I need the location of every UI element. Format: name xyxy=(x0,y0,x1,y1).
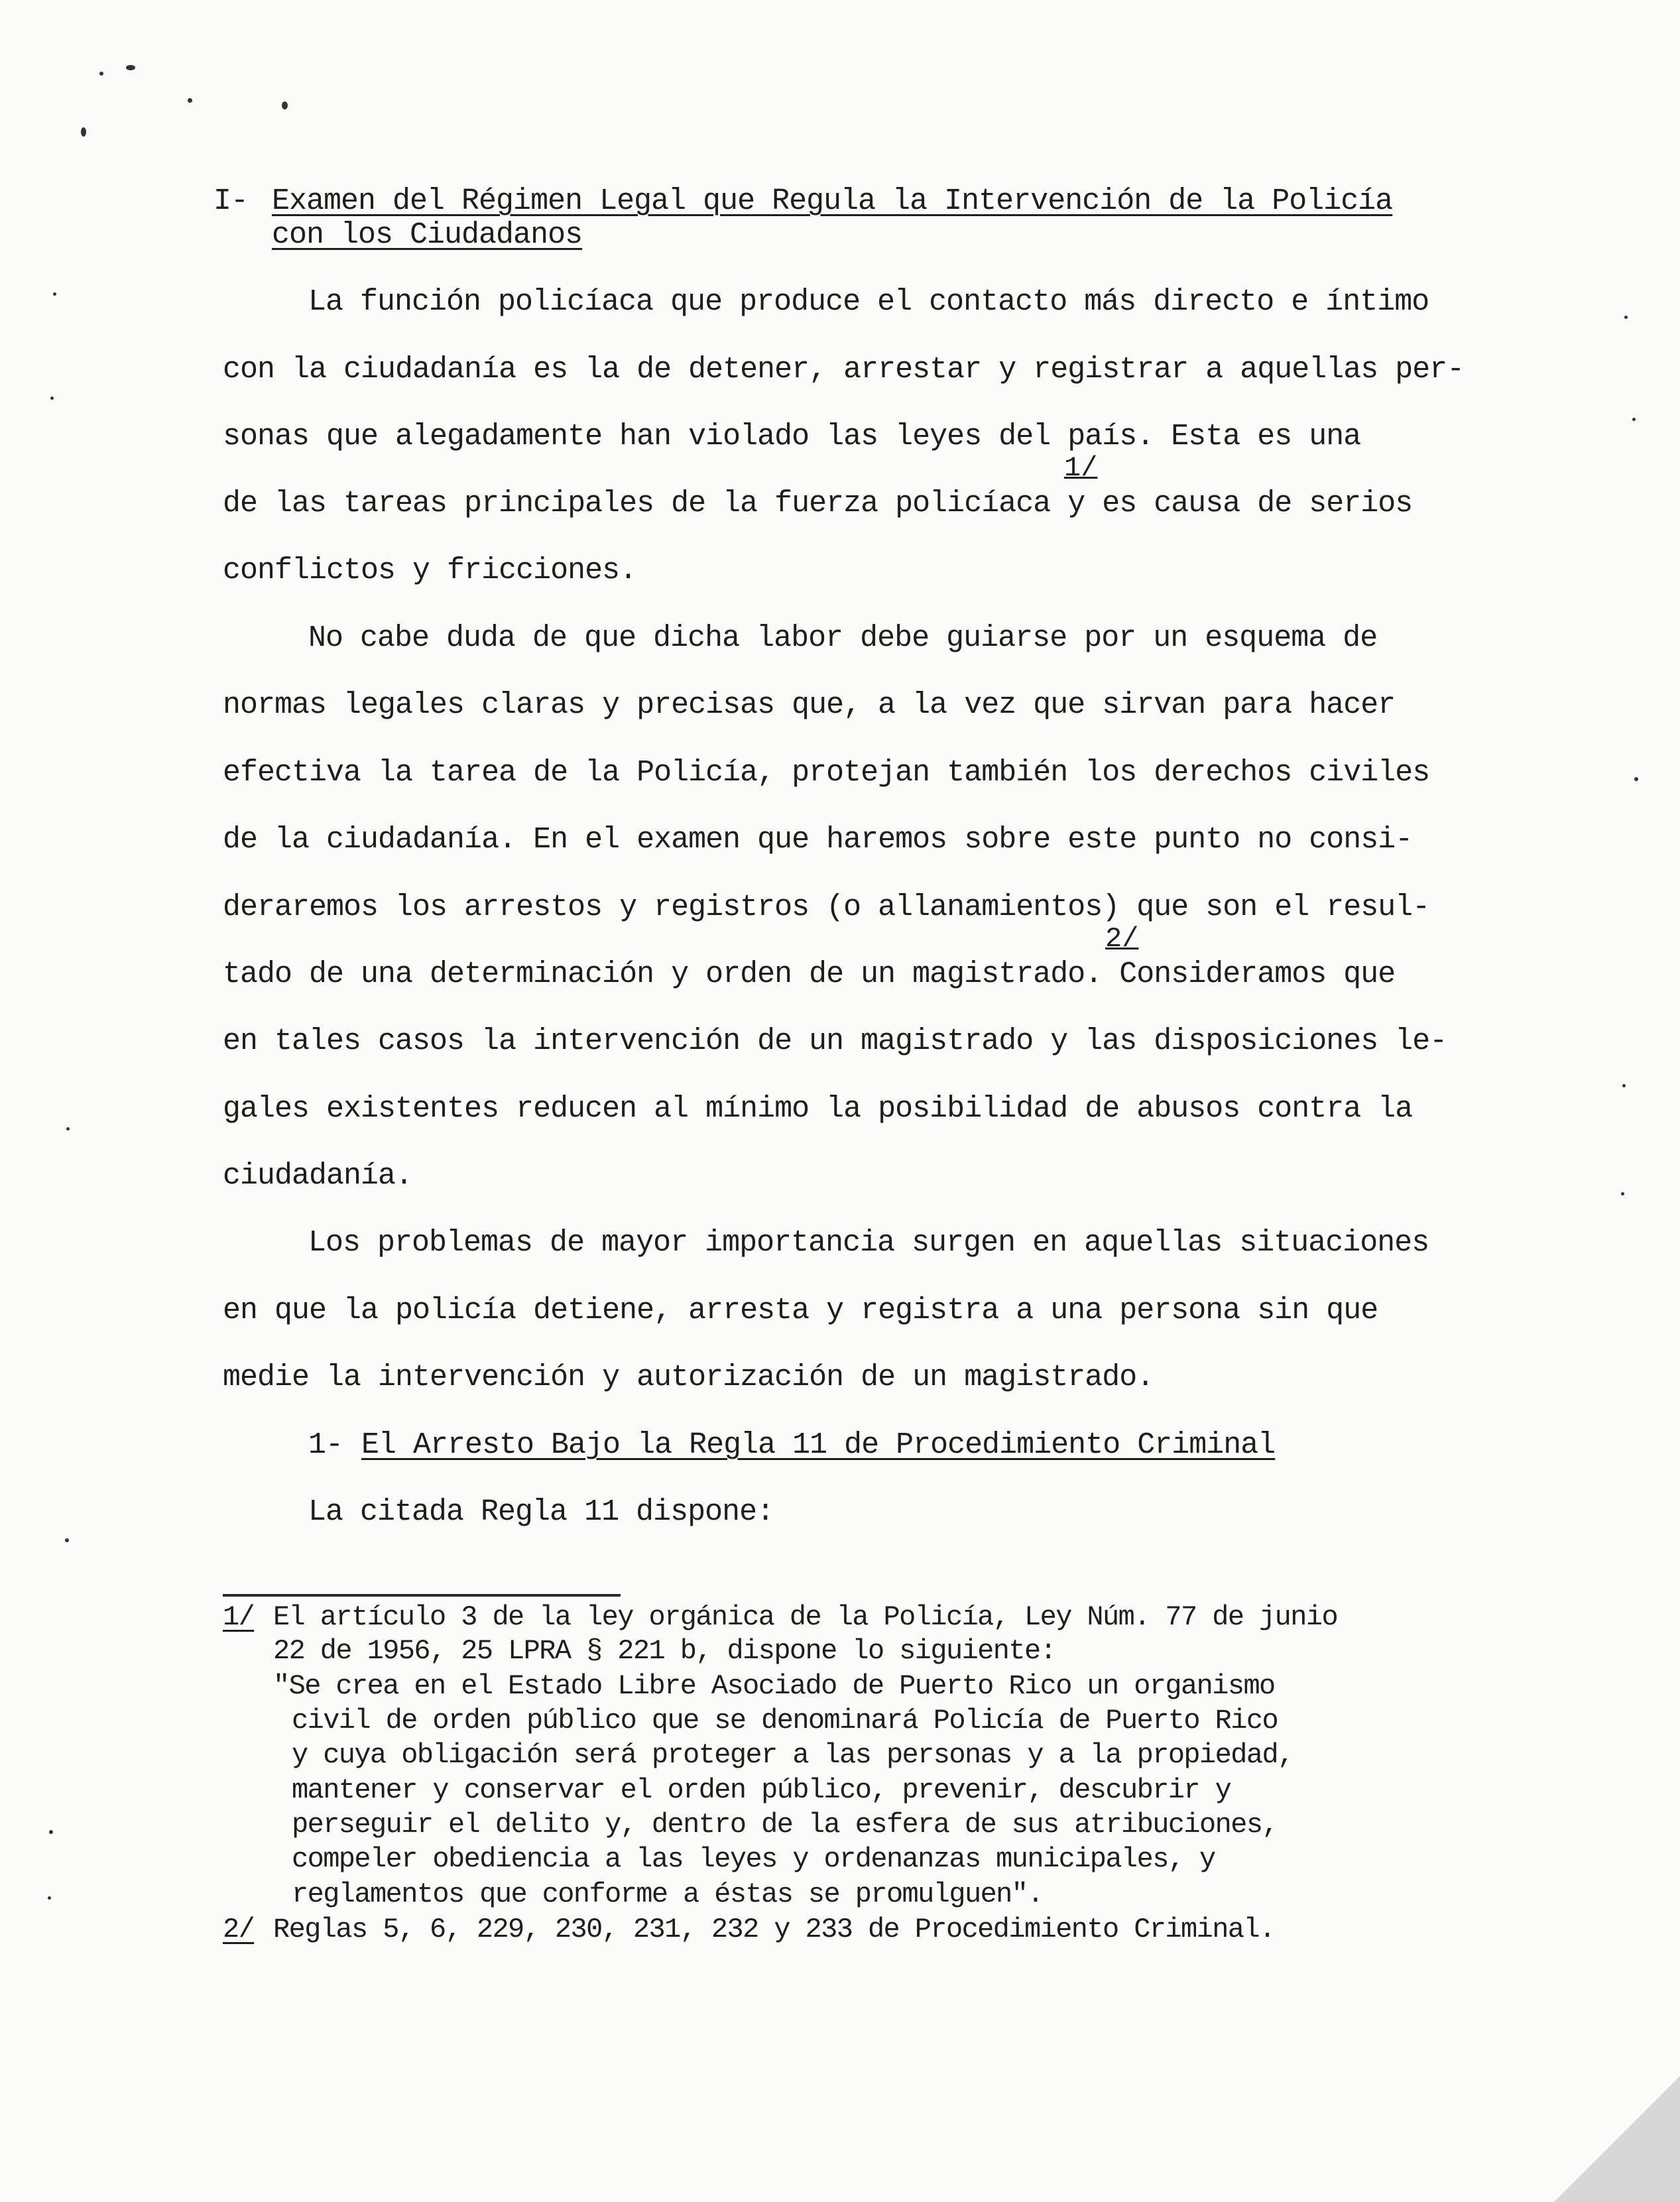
scan-speck xyxy=(126,65,135,70)
scan-speck xyxy=(49,1830,53,1834)
footnote-1-line: El artículo 3 de la ley orgánica de la Policía, Ley Núm. 77 de junio xyxy=(273,1601,1338,1633)
scan-speck xyxy=(1634,777,1638,781)
paragraph-1-line: conflictos y fricciones. xyxy=(223,554,637,587)
scan-speck xyxy=(282,101,288,109)
footnote-ref-1: 1/ xyxy=(1064,452,1098,484)
paragraph-2-line: ciudadanía. xyxy=(223,1159,413,1193)
paragraph-1-line: con la ciudadanía es la de detener, arrestar y registrar a aquellas per- xyxy=(223,353,1465,387)
scan-speck xyxy=(53,292,56,296)
paragraph-2-line: normas legales claras y precisas que, a la vez que sirvan para hacer xyxy=(223,688,1396,722)
footnote-1-line: 22 de 1956, 25 LPRA § 221 b, dispone lo siguiente: xyxy=(273,1635,1056,1667)
scan-speck xyxy=(65,1538,69,1542)
page-corner-fold xyxy=(1554,2076,1680,2202)
subsection-title: El Arresto Bajo la Regla 11 de Procedimiento Criminal xyxy=(361,1428,1276,1462)
paragraph-2-line: tado de una determinación y orden de un magistrado. Consideramos que xyxy=(223,957,1396,991)
paragraph-1-line: La función policíaca que produce el contacto más directo e íntimo xyxy=(308,285,1429,319)
intro-line: La citada Regla 11 dispone: xyxy=(308,1495,774,1529)
scan-speck xyxy=(50,397,54,400)
scan-speck xyxy=(66,1127,70,1131)
paragraph-3-line: medie la intervención y autorización de un magistrado. xyxy=(223,1361,1154,1394)
scan-speck xyxy=(99,72,103,76)
heading-line-2: con los Ciudadanos xyxy=(272,218,583,252)
footnote-2-marker: 2/ xyxy=(223,1914,255,1945)
footnote-1-line: "Se crea en el Estado Libre Asociado de Puerto Rico un organismo xyxy=(273,1670,1275,1702)
footnote-2-line: Reglas 5, 6, 229, 230, 231, 232 y 233 de Procedimiento Criminal. xyxy=(273,1914,1275,1945)
paragraph-3-line: Los problemas de mayor importancia surgen en aquellas situaciones xyxy=(308,1226,1429,1260)
paragraph-2-line: de la ciudadanía. En el examen que haremos sobre este punto no consi- xyxy=(223,823,1413,857)
paragraph-2-line: No cabe duda de que dicha labor debe guiarse por un esquema de xyxy=(308,621,1378,655)
footnote-1-line: reglamentos que conforme a éstas se promulguen". xyxy=(292,1878,1043,1910)
heading-line-1: Examen del Régimen Legal que Regula la Intervención de la Policía xyxy=(272,184,1393,218)
footnote-1-marker: 1/ xyxy=(223,1601,255,1633)
heading-number: I- xyxy=(213,184,249,218)
paragraph-1-line: de las tareas principales de la fuerza policíaca y es causa de serios xyxy=(223,487,1413,520)
scan-speck xyxy=(188,98,192,103)
paragraph-2-line: en tales casos la intervención de un magistrado y las disposiciones le- xyxy=(223,1024,1447,1058)
scan-speck xyxy=(1624,316,1628,319)
scan-speck xyxy=(48,1896,51,1900)
footnote-separator xyxy=(223,1594,621,1597)
scan-speck xyxy=(1621,1192,1624,1195)
scan-speck xyxy=(1622,1084,1626,1087)
scan-speck xyxy=(81,127,86,137)
footnote-1-line: mantener y conservar el orden público, prevenir, descubrir y xyxy=(292,1774,1231,1806)
footnote-1-line: perseguir el delito y, dentro de la esfera de sus atribuciones, xyxy=(292,1809,1278,1841)
paragraph-1-line: sonas que alegadamente han violado las leyes del país. Esta es una xyxy=(223,420,1361,454)
paragraph-3-line: en que la policía detiene, arresta y registra a una persona sin que xyxy=(223,1294,1378,1327)
subsection-number: 1- xyxy=(308,1428,343,1462)
footnote-1-line: civil de orden público que se denominará Policía de Puerto Rico xyxy=(292,1705,1278,1737)
paragraph-2-line: deraremos los arrestos y registros (o allanamientos) que son el resul- xyxy=(223,890,1430,924)
footnote-1-line: compeler obediencia a las leyes y ordenanzas municipales, y xyxy=(292,1843,1215,1875)
footnote-ref-2: 2/ xyxy=(1105,923,1139,955)
footnote-1-line: y cuya obligación será proteger a las personas y a la propiedad, xyxy=(292,1739,1293,1771)
paragraph-2-line: efectiva la tarea de la Policía, protejan también los derechos civiles xyxy=(223,756,1430,790)
paragraph-2-line: gales existentes reducen al mínimo la posibilidad de abusos contra la xyxy=(223,1092,1413,1126)
scan-speck xyxy=(1632,418,1636,421)
